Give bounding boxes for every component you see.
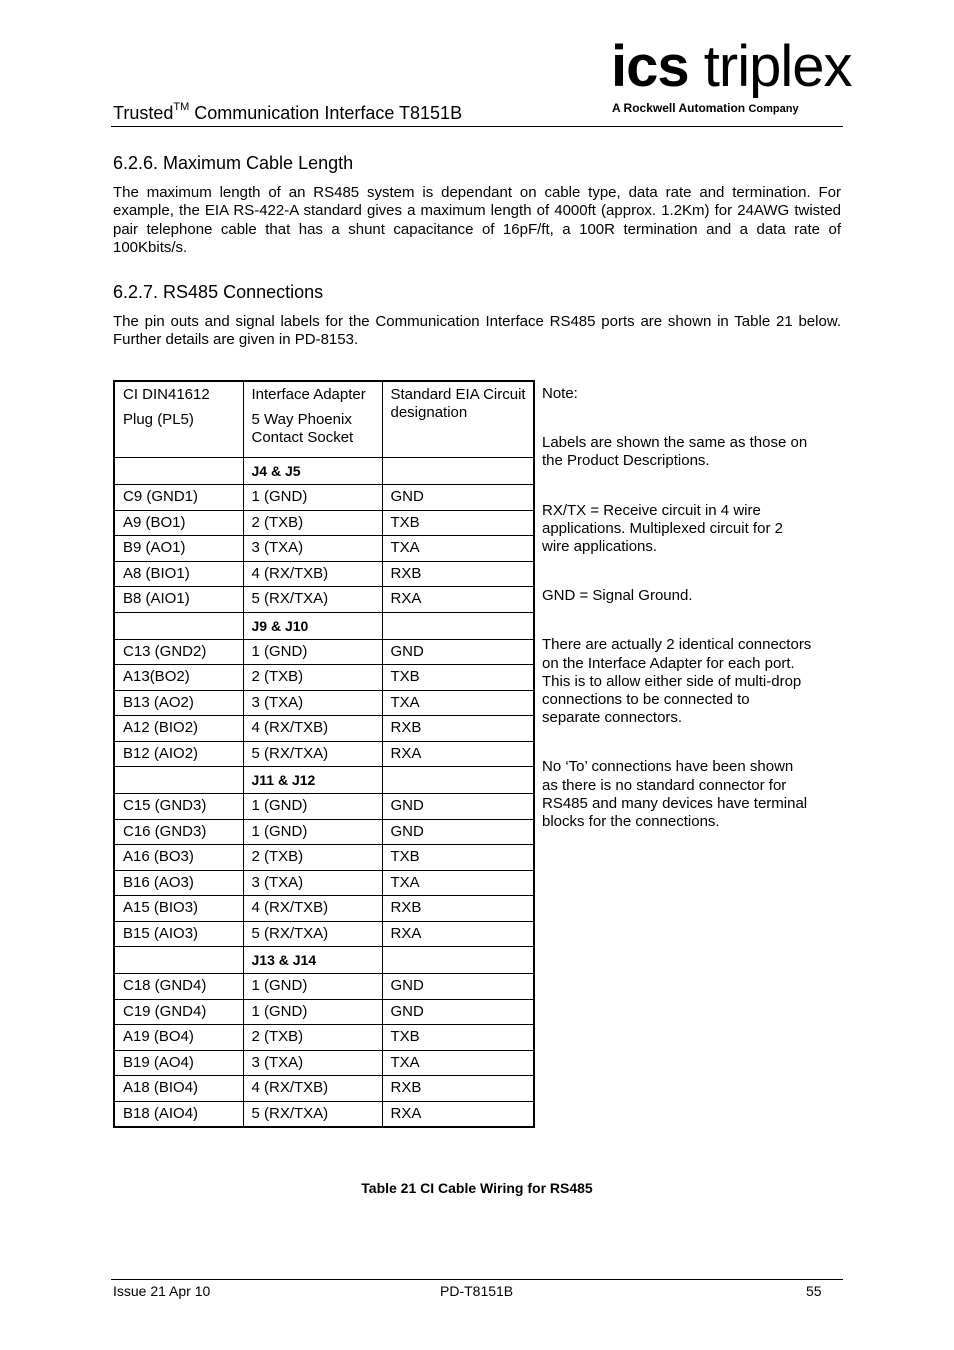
title-subtitle: Communication Interface T8151B — [194, 103, 463, 123]
cell-adapter-pin: 5 (RX/TXA) — [243, 1101, 382, 1127]
table-row — [114, 896, 534, 922]
header-cell-eia: Standard EIA Circuit designation — [382, 381, 534, 458]
cell-adapter-pin: 5 (RX/TXA) — [243, 587, 382, 613]
table-row — [114, 690, 534, 716]
group-empty-cell — [382, 767, 534, 794]
header-cell-plug — [114, 381, 243, 458]
table-row — [114, 561, 534, 587]
cell-eia-signal: TXB — [382, 665, 534, 691]
cell-eia-signal: GND — [382, 794, 534, 820]
group-connector-label: J4 & J5 — [243, 458, 382, 485]
cell-plug-pin: A16 (BO3) — [114, 845, 243, 871]
table-row — [114, 665, 534, 691]
cell-plug-pin: B19 (AO4) — [114, 1050, 243, 1076]
group-connector-label: J9 & J10 — [243, 612, 382, 639]
logo-bold-text: ics — [611, 34, 689, 99]
table-row — [114, 999, 534, 1025]
notes-column — [542, 385, 812, 862]
table-row — [114, 921, 534, 947]
cell-plug-pin: A12 (BIO2) — [114, 716, 243, 742]
cell-plug-pin: A18 (BIO4) — [114, 1076, 243, 1102]
cell-adapter-pin: 4 (RX/TXB) — [243, 716, 382, 742]
cell-adapter-pin: 1 (GND) — [243, 639, 382, 665]
table-row — [114, 1076, 534, 1102]
table-caption: Table 21 CI Cable Wiring for RS485 — [361, 1180, 593, 1196]
group-empty-cell — [382, 612, 534, 639]
logo-tagline-text: A Rockwell Automation — [612, 101, 746, 115]
logo-light-text: triplex — [703, 34, 852, 99]
cell-plug-pin: A8 (BIO1) — [114, 561, 243, 587]
note-paragraph: There are actually 2 identical connectors on the Interface Adapter for each port. This is to allow either side of multi-drop connections to be connected to separate connectors. — [542, 636, 812, 727]
company-logo — [611, 34, 852, 99]
cell-eia-signal: TXB — [382, 510, 534, 536]
header-cell-adapter — [243, 381, 382, 458]
table-row — [114, 741, 534, 767]
cell-plug-pin: B9 (AO1) — [114, 536, 243, 562]
group-empty-cell — [382, 458, 534, 485]
table-group-row — [114, 947, 534, 974]
cell-adapter-pin: 3 (TXA) — [243, 1050, 382, 1076]
cell-eia-signal: RXB — [382, 1076, 534, 1102]
note-paragraph: Labels are shown the same as those on the Product Descriptions. — [542, 434, 808, 470]
table-row — [114, 794, 534, 820]
cell-adapter-pin: 2 (TXB) — [243, 845, 382, 871]
cell-eia-signal: RXA — [382, 741, 534, 767]
cell-eia-signal: TXA — [382, 536, 534, 562]
cell-adapter-pin: 3 (TXA) — [243, 870, 382, 896]
table-row — [114, 974, 534, 1000]
table-row — [114, 716, 534, 742]
cell-adapter-pin: 3 (TXA) — [243, 690, 382, 716]
cell-plug-pin: A13(BO2) — [114, 665, 243, 691]
group-empty-cell — [382, 947, 534, 974]
cell-eia-signal: RXA — [382, 587, 534, 613]
cell-plug-pin: C16 (GND3) — [114, 819, 243, 845]
group-connector-label: J13 & J14 — [243, 947, 382, 974]
document-title — [113, 101, 462, 124]
header-adapter-line2: 5 Way Phoenix Contact Socket — [251, 411, 354, 446]
cell-adapter-pin: 1 (GND) — [243, 974, 382, 1000]
cell-plug-pin: B18 (AIO4) — [114, 1101, 243, 1127]
cell-adapter-pin: 2 (TXB) — [243, 665, 382, 691]
cell-plug-pin: A9 (BO1) — [114, 510, 243, 536]
cell-plug-pin: C18 (GND4) — [114, 974, 243, 1000]
cell-plug-pin: B13 (AO2) — [114, 690, 243, 716]
section-body-rs485-connections — [113, 313, 841, 350]
note-paragraph: No ‘To’ connections have been shown as there is no standard connector for RS485 and many devices have terminal blocks for the connections. — [542, 758, 808, 831]
footer-page-number: 55 — [806, 1283, 822, 1299]
table-row — [114, 587, 534, 613]
table-group-row — [114, 612, 534, 639]
table-row — [114, 1050, 534, 1076]
cell-adapter-pin: 5 (RX/TXA) — [243, 921, 382, 947]
footer-divider — [111, 1279, 843, 1280]
cell-eia-signal: TXA — [382, 690, 534, 716]
group-empty-cell — [114, 612, 243, 639]
table-row — [114, 819, 534, 845]
header-plug-line1: CI DIN41612 — [123, 386, 210, 403]
note-heading: Note: — [542, 385, 578, 402]
table-row — [114, 536, 534, 562]
cell-eia-signal: GND — [382, 485, 534, 511]
table-row — [114, 1025, 534, 1051]
cell-eia-signal: RXB — [382, 716, 534, 742]
group-empty-cell — [114, 947, 243, 974]
logo-company-text: Company — [748, 103, 799, 115]
cell-eia-signal: RXA — [382, 921, 534, 947]
cell-plug-pin: B15 (AIO3) — [114, 921, 243, 947]
cell-adapter-pin: 2 (TXB) — [243, 510, 382, 536]
note-paragraph: RX/TX = Receive circuit in 4 wire applications. Multiplexed circuit for 2 wire applications. — [542, 501, 783, 556]
footer-issue: Issue 21 Apr 10 — [113, 1283, 211, 1299]
section-body-max-cable-length — [113, 184, 841, 258]
table-row — [114, 1101, 534, 1127]
group-empty-cell — [114, 767, 243, 794]
cell-adapter-pin: 1 (GND) — [243, 794, 382, 820]
section-heading-rs485-connections: 6.2.7. RS485 Connections — [113, 282, 324, 302]
wiring-table — [113, 380, 535, 1128]
cell-eia-signal: RXB — [382, 561, 534, 587]
header-plug-line2: Plug (PL5) — [123, 411, 194, 428]
header-adapter-line1: Interface Adapter — [251, 386, 366, 403]
cell-plug-pin: B12 (AIO2) — [114, 741, 243, 767]
cell-eia-signal: GND — [382, 999, 534, 1025]
cell-eia-signal: GND — [382, 974, 534, 1000]
note-paragraph: GND = Signal Ground. — [542, 587, 693, 605]
table-row — [114, 485, 534, 511]
cell-adapter-pin: 1 (GND) — [243, 819, 382, 845]
group-empty-cell — [114, 458, 243, 485]
cell-plug-pin: C19 (GND4) — [114, 999, 243, 1025]
cell-plug-pin: A19 (BO4) — [114, 1025, 243, 1051]
cell-adapter-pin: 4 (RX/TXB) — [243, 896, 382, 922]
logo-tagline — [612, 101, 799, 115]
cell-eia-signal: TXA — [382, 870, 534, 896]
cell-plug-pin: B16 (AO3) — [114, 870, 243, 896]
group-connector-label: J11 & J12 — [243, 767, 382, 794]
cell-eia-signal: GND — [382, 639, 534, 665]
table-row — [114, 870, 534, 896]
table-header-row — [114, 381, 534, 458]
cell-plug-pin: C9 (GND1) — [114, 485, 243, 511]
cell-adapter-pin: 3 (TXA) — [243, 536, 382, 562]
cell-plug-pin: C13 (GND2) — [114, 639, 243, 665]
cell-adapter-pin: 4 (RX/TXB) — [243, 1076, 382, 1102]
cell-adapter-pin: 2 (TXB) — [243, 1025, 382, 1051]
cell-adapter-pin: 1 (GND) — [243, 485, 382, 511]
section-heading-max-cable-length: 6.2.6. Maximum Cable Length — [113, 153, 354, 173]
paragraph: The maximum length of an RS485 system is dependant on cable type, data rate and termination. For example, the EIA RS-422-A standard gives a maximum length of 4000ft (approx. 1.2Km) for 24AWG twisted pair telephone cable that has a shunt capacitance of 16pF/ft, a 100R termination and a data rate of 100Kbits/s. — [113, 184, 841, 257]
cell-eia-signal: RXA — [382, 1101, 534, 1127]
table-group-row — [114, 458, 534, 485]
cell-eia-signal: TXA — [382, 1050, 534, 1076]
cell-eia-signal: TXB — [382, 845, 534, 871]
cell-plug-pin: C15 (GND3) — [114, 794, 243, 820]
cell-plug-pin: A15 (BIO3) — [114, 896, 243, 922]
cell-adapter-pin: 4 (RX/TXB) — [243, 561, 382, 587]
cell-plug-pin: B8 (AIO1) — [114, 587, 243, 613]
cell-adapter-pin: 5 (RX/TXA) — [243, 741, 382, 767]
paragraph: The pin outs and signal labels for the Communication Interface RS485 ports are shown in Table 21 below. Further details are given in PD-8153. — [113, 313, 841, 349]
trademark-mark: TM — [173, 101, 190, 113]
title-product: Trusted — [113, 103, 174, 123]
cell-adapter-pin: 1 (GND) — [243, 999, 382, 1025]
table-row — [114, 845, 534, 871]
cell-eia-signal: GND — [382, 819, 534, 845]
header-divider — [111, 126, 843, 127]
cell-eia-signal: RXB — [382, 896, 534, 922]
table-row — [114, 639, 534, 665]
table-row — [114, 510, 534, 536]
cell-eia-signal: TXB — [382, 1025, 534, 1051]
footer-doc-id: PD-T8151B — [440, 1283, 514, 1299]
table-group-row — [114, 767, 534, 794]
